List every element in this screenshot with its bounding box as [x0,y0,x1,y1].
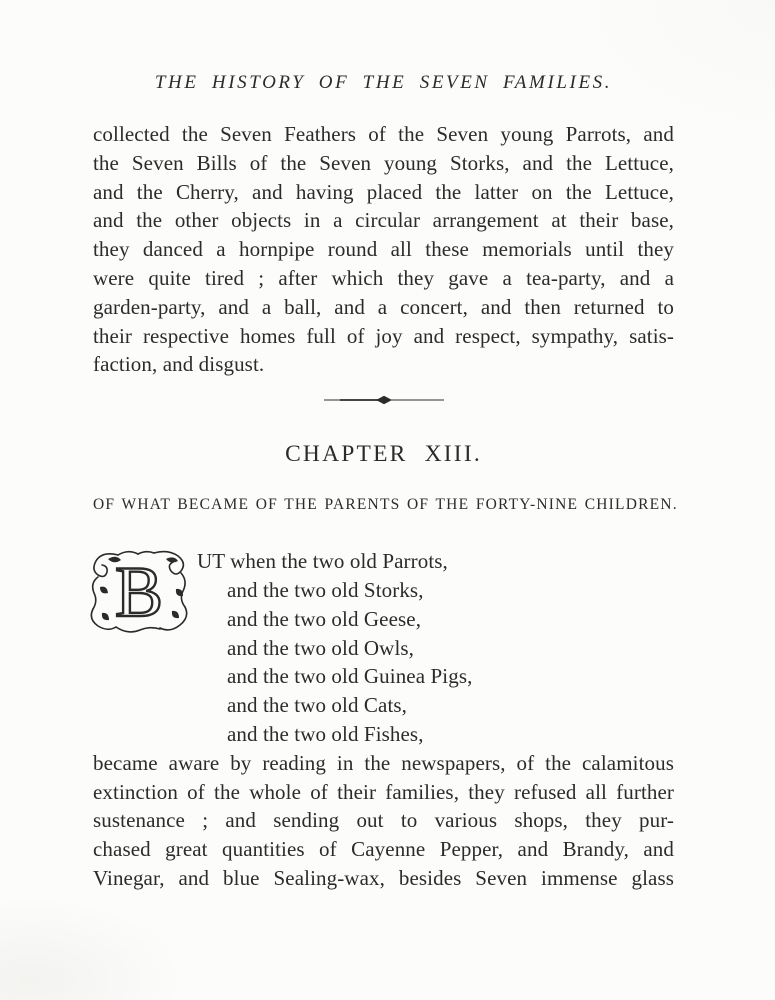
body-line: faction, and disgust. [93,352,265,377]
text-block [93,0,678,893]
list-line: and the two old Storks, [227,577,424,602]
drop-cap-letter: B [114,552,164,633]
body-line: they danced a hornpipe round all these memorials until they [93,237,674,262]
body-line: extinction of the whole of their families, they refused all further [93,779,674,804]
body-line: their respective homes full of joy and respect, sympathy, satis- [93,323,674,348]
list-line: and the two old Cats, [227,693,407,718]
body-line: sustenance ; and sending out to various shops, they pur- [93,808,674,833]
paragraph-continued [93,120,674,379]
paragraph-body [93,749,674,893]
chapter-opening [93,547,674,749]
body-line: and the other objects in a circular arrangement at their base, [93,208,674,233]
body-line: the Seven Bills of the Seven young Storks, and the Lettuce, [93,150,674,175]
diamond-rule-icon [322,395,446,405]
list-line: and the two old Geese, [227,606,422,631]
body-line: and the Cherry, and having placed the latter on the Lettuce, [93,179,674,204]
body-line: became aware by reading in the newspapers, of the calamitous [93,750,674,775]
body-line: were quite tired ; after which they gave a tea-party, and a [93,265,674,290]
opening-line: UT when the two old Parrots, [197,549,448,574]
body-line: collected the Seven Feathers of the Seven young Parrots, and [93,122,674,146]
list-line: and the two old Fishes, [227,721,424,746]
body-line: garden-party, and a ball, and a concert, and then returned to [93,294,674,319]
chapter-title: CHAPTER XIII. [285,441,482,468]
section-divider [93,395,674,405]
decorated-initial-icon [88,549,190,635]
chapter-subtitle: OF WHAT BECAME OF THE PARENTS OF THE FORTY-NINE CHILDREN. [93,496,678,514]
body-line: Vinegar, and blue Sealing-wax, besides Seven immense glass [93,865,674,890]
list-line: and the two old Owls, [227,635,414,660]
list-line: and the two old Guinea Pigs, [227,664,473,689]
running-head: THE HISTORY OF THE SEVEN FAMILIES. [154,72,613,93]
body-line: chased great quantities of Cayenne Pepper, and Brandy, and [93,837,674,862]
